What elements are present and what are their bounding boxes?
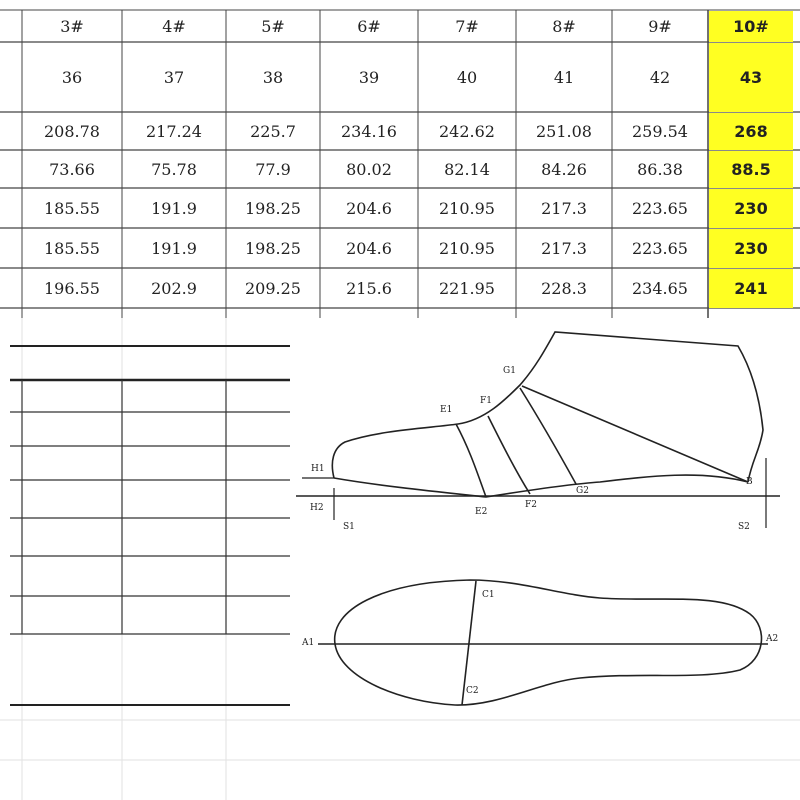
table-cell: 217.24 bbox=[146, 122, 202, 141]
table-cell: 185.55 bbox=[44, 239, 100, 258]
table-header-cell: 10# bbox=[709, 11, 793, 42]
table-cell: 268 bbox=[709, 113, 793, 150]
table-cell: 223.65 bbox=[632, 239, 688, 258]
table-cell: 230 bbox=[709, 229, 793, 268]
table-cell: 42 bbox=[649, 68, 671, 87]
table-header-cell: 9# bbox=[648, 17, 672, 36]
table-cell: 41 bbox=[553, 68, 575, 87]
table-cell: 242.62 bbox=[439, 122, 495, 141]
table-cell: 251.08 bbox=[536, 122, 592, 141]
table-cell: 191.9 bbox=[151, 239, 197, 258]
shoe-bottom-line bbox=[334, 475, 748, 497]
table-cell: 196.55 bbox=[44, 279, 100, 298]
shoe-line-f bbox=[488, 416, 530, 494]
point-label-h2: H2 bbox=[310, 503, 324, 513]
point-label-b: B bbox=[746, 477, 753, 487]
table-cell: 223.65 bbox=[632, 199, 688, 218]
table-cell: 40 bbox=[456, 68, 478, 87]
table-cell: 86.38 bbox=[637, 160, 683, 179]
point-label-s1: S1 bbox=[343, 522, 355, 532]
table-cell: 84.26 bbox=[541, 160, 587, 179]
table-header-cell: 7# bbox=[455, 17, 479, 36]
table-cell: 234.65 bbox=[632, 279, 688, 298]
point-label-a2: A2 bbox=[766, 634, 779, 644]
table-cell: 198.25 bbox=[245, 239, 301, 258]
table-cell: 210.95 bbox=[439, 239, 495, 258]
table-header-cell: 4# bbox=[162, 17, 186, 36]
table-cell: 38 bbox=[262, 68, 284, 87]
point-label-e2: E2 bbox=[475, 507, 488, 517]
table-cell: 39 bbox=[358, 68, 380, 87]
table-cell: 221.95 bbox=[439, 279, 495, 298]
table-cell: 191.9 bbox=[151, 199, 197, 218]
sole-outline bbox=[335, 580, 762, 705]
point-label-h1: H1 bbox=[311, 464, 325, 474]
table-cell: 217.3 bbox=[541, 199, 587, 218]
point-label-a1: A1 bbox=[302, 638, 315, 648]
point-label-f2: F2 bbox=[525, 500, 537, 510]
table-cell: 43 bbox=[709, 43, 793, 112]
table-cell: 204.6 bbox=[346, 199, 392, 218]
table-cell: 217.3 bbox=[541, 239, 587, 258]
table-cell: 185.55 bbox=[44, 199, 100, 218]
table-cell: 208.78 bbox=[44, 122, 100, 141]
point-label-e1: E1 bbox=[440, 405, 453, 415]
point-label-s2: S2 bbox=[738, 522, 750, 532]
shoe-line-diagonal bbox=[522, 386, 748, 482]
table-cell: 80.02 bbox=[346, 160, 392, 179]
table-header-cell: 6# bbox=[357, 17, 381, 36]
table-cell: 228.3 bbox=[541, 279, 587, 298]
table-cell: 82.14 bbox=[444, 160, 490, 179]
table-cell: 204.6 bbox=[346, 239, 392, 258]
shoe-line-e bbox=[456, 424, 486, 497]
point-label-c1: C1 bbox=[482, 590, 495, 600]
table-cell: 230 bbox=[709, 189, 793, 228]
point-label-g2: G2 bbox=[576, 486, 589, 496]
table-cell: 225.7 bbox=[250, 122, 296, 141]
table-cell: 37 bbox=[163, 68, 185, 87]
table-cell: 210.95 bbox=[439, 199, 495, 218]
table-cell: 234.16 bbox=[341, 122, 397, 141]
shoe-outline bbox=[332, 332, 763, 482]
table-cell: 198.25 bbox=[245, 199, 301, 218]
table-cell: 209.25 bbox=[245, 279, 301, 298]
point-label-f1: F1 bbox=[480, 396, 492, 406]
table-header-cell: 8# bbox=[552, 17, 576, 36]
point-label-c2: C2 bbox=[466, 686, 479, 696]
table-cell: 241 bbox=[709, 269, 793, 308]
point-label-g1: G1 bbox=[503, 366, 516, 376]
table-cell: 75.78 bbox=[151, 160, 197, 179]
table-cell: 259.54 bbox=[632, 122, 688, 141]
table-cell: 215.6 bbox=[346, 279, 392, 298]
table-cell: 88.5 bbox=[709, 151, 793, 188]
table-cell: 77.9 bbox=[255, 160, 291, 179]
table-cell: 202.9 bbox=[151, 279, 197, 298]
table-cell: 36 bbox=[61, 68, 83, 87]
table-header-cell: 5# bbox=[261, 17, 285, 36]
table-header-cell: 3# bbox=[60, 17, 84, 36]
table-cell: 73.66 bbox=[49, 160, 95, 179]
shoe-line-g bbox=[520, 388, 576, 484]
